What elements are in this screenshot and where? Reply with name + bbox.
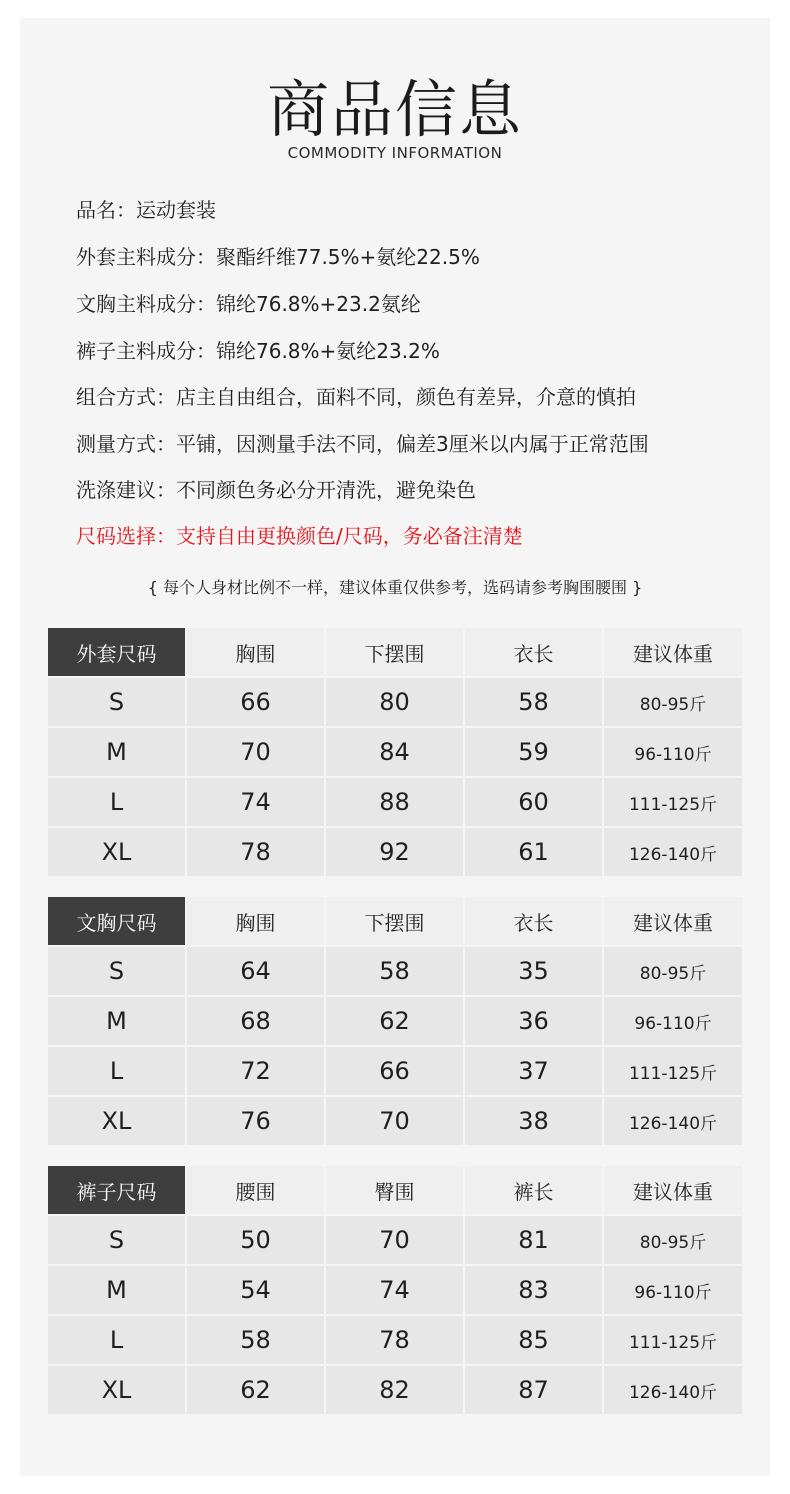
size-cell: S xyxy=(48,678,187,728)
bra-size-table xyxy=(48,897,742,1147)
column-header: 建议体重 xyxy=(604,1166,742,1216)
value-cell: 82 xyxy=(326,1366,465,1416)
value-cell: 87 xyxy=(465,1366,604,1416)
info-washing: 洗涤建议：不同颜色务必分开清洗，避免染色 xyxy=(76,478,476,502)
value-cell: 50 xyxy=(187,1216,326,1266)
value-cell: 59 xyxy=(465,728,604,778)
value-cell: 74 xyxy=(187,778,326,828)
size-cell: XL xyxy=(48,1366,187,1416)
column-header: 臀围 xyxy=(326,1166,465,1216)
size-cell: L xyxy=(48,1047,187,1097)
value-cell: 68 xyxy=(187,997,326,1047)
info-product-name: 品名：运动套装 xyxy=(76,198,216,222)
table-corner-label: 外套尺码 xyxy=(48,628,187,678)
weight-cell: 126-140斤 xyxy=(604,1097,742,1147)
value-cell: 66 xyxy=(326,1047,465,1097)
value-cell: 84 xyxy=(326,728,465,778)
table-row xyxy=(48,678,742,728)
value-cell: 70 xyxy=(326,1216,465,1266)
column-header: 衣长 xyxy=(465,897,604,947)
table-row xyxy=(48,1266,742,1316)
value-cell: 72 xyxy=(187,1047,326,1097)
table-row xyxy=(48,778,742,828)
value-cell: 62 xyxy=(326,997,465,1047)
column-header: 裤长 xyxy=(465,1166,604,1216)
table-row xyxy=(48,1316,742,1366)
value-cell: 61 xyxy=(465,828,604,878)
value-cell: 83 xyxy=(465,1266,604,1316)
size-cell: XL xyxy=(48,828,187,878)
table-row xyxy=(48,1366,742,1416)
weight-cell: 80-95斤 xyxy=(604,947,742,997)
info-measurement: 测量方式：平铺，因测量手法不同，偏差3厘米以内属于正常范围 xyxy=(76,432,649,456)
value-cell: 88 xyxy=(326,778,465,828)
weight-cell: 126-140斤 xyxy=(604,1366,742,1416)
size-cell: L xyxy=(48,1316,187,1366)
column-header: 下摆围 xyxy=(326,897,465,947)
size-cell: L xyxy=(48,778,187,828)
table-row xyxy=(48,828,742,878)
size-cell: S xyxy=(48,1216,187,1266)
value-cell: 80 xyxy=(326,678,465,728)
value-cell: 35 xyxy=(465,947,604,997)
weight-cell: 111-125斤 xyxy=(604,1316,742,1366)
weight-cell: 96-110斤 xyxy=(604,997,742,1047)
table-header-row xyxy=(48,1166,742,1216)
value-cell: 70 xyxy=(326,1097,465,1147)
jacket-size-table xyxy=(48,628,742,878)
column-header: 建议体重 xyxy=(604,897,742,947)
table-row xyxy=(48,1216,742,1266)
info-bra-material: 文胸主料成分：锦纶76.8%+23.2氨纶 xyxy=(76,292,421,316)
value-cell: 85 xyxy=(465,1316,604,1366)
value-cell: 58 xyxy=(326,947,465,997)
table-header-row xyxy=(48,897,742,947)
info-combination: 组合方式：店主自由组合，面料不同，颜色有差异，介意的慎拍 xyxy=(76,385,636,409)
size-cell: S xyxy=(48,947,187,997)
value-cell: 36 xyxy=(465,997,604,1047)
table-corner-label: 文胸尺码 xyxy=(48,897,187,947)
value-cell: 58 xyxy=(465,678,604,728)
column-header: 建议体重 xyxy=(604,628,742,678)
table-header-row xyxy=(48,628,742,678)
table-row xyxy=(48,1047,742,1097)
weight-cell: 96-110斤 xyxy=(604,1266,742,1316)
table-row xyxy=(48,1097,742,1147)
weight-cell: 80-95斤 xyxy=(604,678,742,728)
weight-cell: 126-140斤 xyxy=(604,828,742,878)
pants-size-table xyxy=(48,1166,742,1416)
table-row xyxy=(48,728,742,778)
value-cell: 62 xyxy=(187,1366,326,1416)
page-subtitle: COMMODITY INFORMATION xyxy=(287,144,503,162)
page-title: 商品信息 xyxy=(266,73,523,146)
column-header: 下摆围 xyxy=(326,628,465,678)
weight-cell: 111-125斤 xyxy=(604,778,742,828)
info-pants-material: 裤子主料成分：锦纶76.8%+氨纶23.2% xyxy=(76,339,440,363)
info-size-selection: 尺码选择：支持自由更换颜色/尺码，务必备注清楚 xyxy=(76,524,523,548)
size-cell: M xyxy=(48,728,187,778)
value-cell: 60 xyxy=(465,778,604,828)
value-cell: 37 xyxy=(465,1047,604,1097)
value-cell: 70 xyxy=(187,728,326,778)
size-cell: M xyxy=(48,997,187,1047)
size-cell: XL xyxy=(48,1097,187,1147)
column-header: 衣长 xyxy=(465,628,604,678)
weight-cell: 111-125斤 xyxy=(604,1047,742,1097)
table-row xyxy=(48,997,742,1047)
value-cell: 78 xyxy=(187,828,326,878)
value-cell: 66 xyxy=(187,678,326,728)
column-header: 胸围 xyxy=(187,628,326,678)
value-cell: 81 xyxy=(465,1216,604,1266)
value-cell: 78 xyxy=(326,1316,465,1366)
weight-cell: 80-95斤 xyxy=(604,1216,742,1266)
value-cell: 38 xyxy=(465,1097,604,1147)
value-cell: 64 xyxy=(187,947,326,997)
value-cell: 76 xyxy=(187,1097,326,1147)
value-cell: 92 xyxy=(326,828,465,878)
column-header: 胸围 xyxy=(187,897,326,947)
info-jacket-material: 外套主料成分：聚酯纤维77.5%+氨纶22.5% xyxy=(76,245,480,269)
value-cell: 58 xyxy=(187,1316,326,1366)
column-header: 腰围 xyxy=(187,1166,326,1216)
size-cell: M xyxy=(48,1266,187,1316)
value-cell: 74 xyxy=(326,1266,465,1316)
table-corner-label: 裤子尺码 xyxy=(48,1166,187,1216)
table-row xyxy=(48,947,742,997)
size-note: { 每个人身材比例不一样，建议体重仅供参考，选码请参考胸围腰围 } xyxy=(147,578,643,597)
value-cell: 54 xyxy=(187,1266,326,1316)
weight-cell: 96-110斤 xyxy=(604,728,742,778)
